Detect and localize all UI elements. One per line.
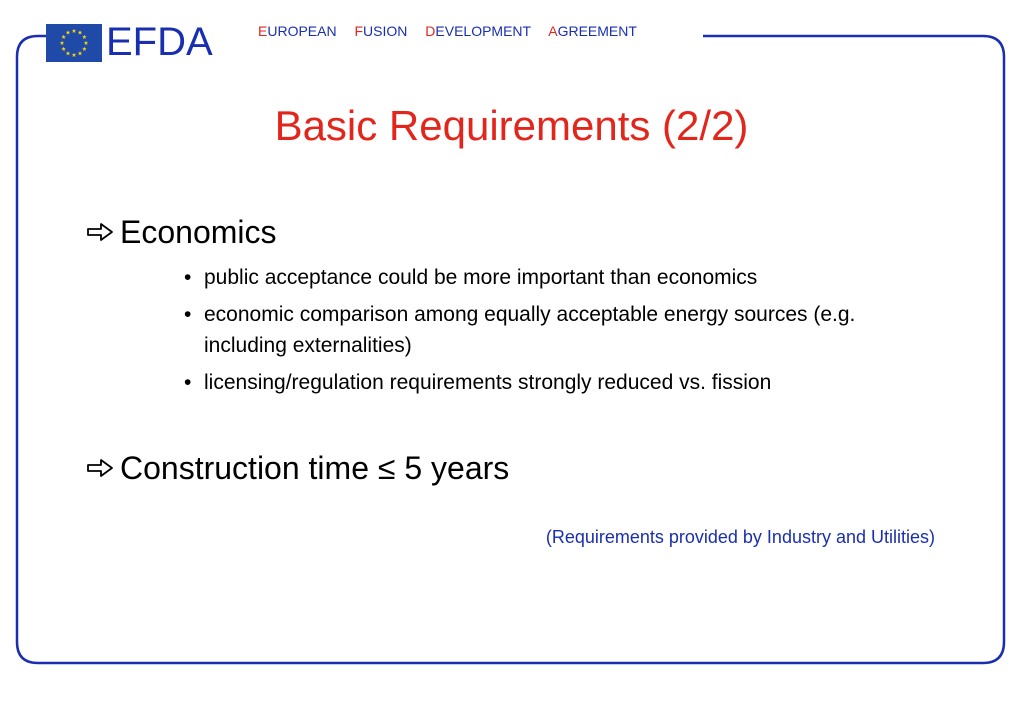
list-item: • economic comparison among equally acceptable energy sources (e.g. including externalities): [184, 299, 944, 361]
economics-bullet-list: [184, 262, 944, 404]
agreement-banner: [258, 22, 651, 40]
section-heading: Construction time ≤ 5 years: [120, 450, 510, 486]
agreement-word-development: DEVELOPMENT: [425, 23, 532, 39]
list-item: • public acceptance could be more important than economics: [184, 262, 944, 293]
bullet-dot: •: [184, 303, 192, 326]
hollow-right-arrow-icon: [86, 222, 114, 242]
section-heading: Economics: [120, 214, 277, 250]
slide-title: Basic Requirements (2/2): [274, 102, 749, 149]
agreement-word-agreement: AGREEMENT: [548, 23, 637, 39]
bullet-dot: •: [184, 266, 192, 289]
section-construction-time: [86, 449, 509, 487]
source-note: (Requirements provided by Industry and Utilities): [545, 527, 935, 547]
eu-flag-logo: [46, 24, 102, 62]
hollow-right-arrow-icon: [86, 458, 114, 478]
section-economics: [86, 213, 277, 251]
agreement-word-european: EUROPEAN: [258, 23, 337, 39]
bullet-dot: •: [184, 371, 192, 394]
efda-logo-text: EFDA: [106, 20, 213, 64]
list-item: • licensing/regulation requirements strongly reduced vs. fission: [184, 367, 944, 398]
agreement-word-fusion: FUSION: [354, 23, 408, 39]
